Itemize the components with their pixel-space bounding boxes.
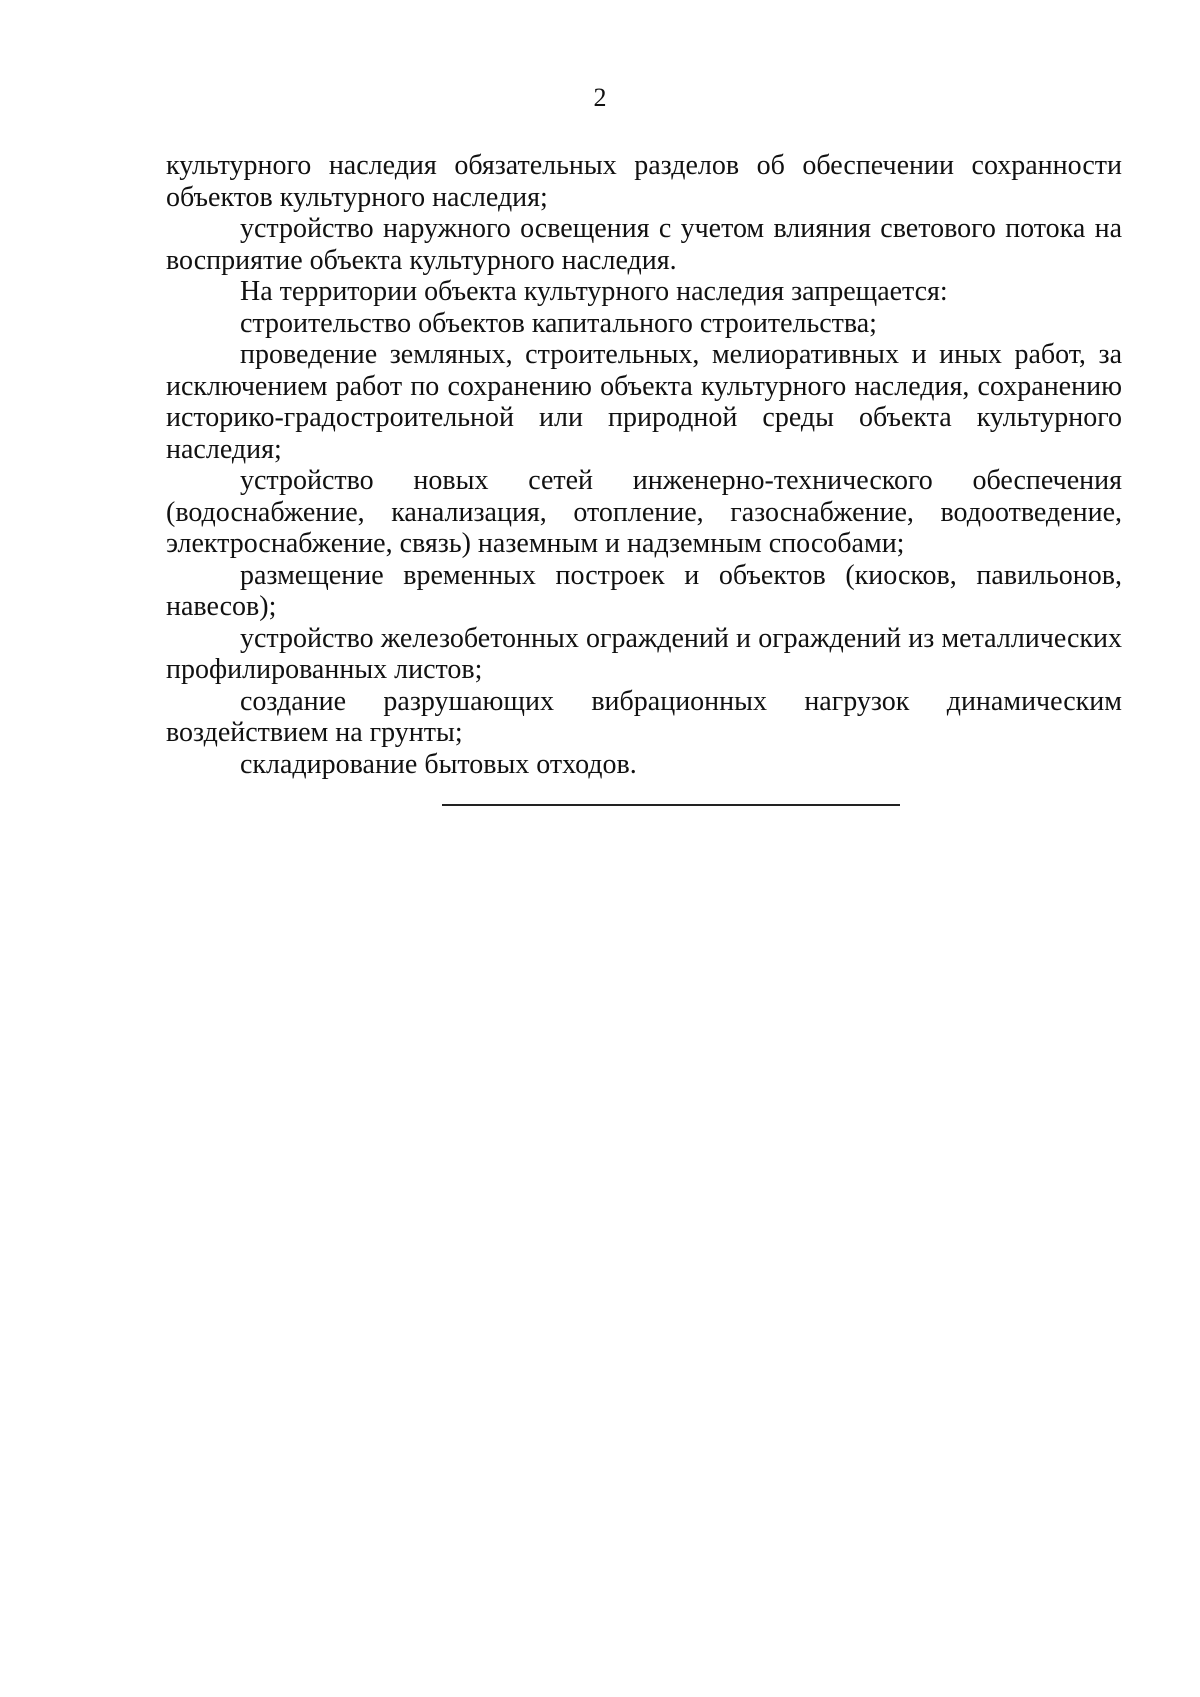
paragraph-waste-storage: складирование бытовых отходов. xyxy=(240,748,637,780)
paragraph-utility-networks: устройство новых сетей инженерно-технического обеспечения (водоснабжение, канализация, отопление, газоснабжение, водоотведение, электроснабжение, связь) наземным и надземным способами; xyxy=(166,465,1122,559)
document-body xyxy=(166,150,1122,780)
paragraph-prohibitions-heading: На территории объекта культурного наследия запрещается: xyxy=(240,276,948,307)
paragraph-outdoor-lighting: устройство наружного освещения с учетом влияния светового потока на восприятие объекта культурного наследия. xyxy=(166,213,1122,276)
paragraph-vibration-loads: создание разрушающих вибрационных нагрузок динамическим воздействием на грунты; xyxy=(166,685,1122,748)
page-number: 2 xyxy=(593,83,607,112)
end-of-document-rule xyxy=(442,804,900,806)
paragraph-continuation: культурного наследия обязательных разделов об обеспечении сохранности объектов культурного наследия; xyxy=(166,150,1122,213)
paragraph-capital-construction: строительство объектов капитального строительства; xyxy=(240,307,877,339)
paragraph-earthworks: проведение земляных, строительных, мелиоративных и иных работ, за исключением работ по сохранению объекта культурного наследия, сохранению историко-градостроительной или природной среды объекта культурного наследия; xyxy=(166,339,1122,465)
paragraph-fences: устройство железобетонных ограждений и ограждений из металлических профилированных листов; xyxy=(166,622,1122,685)
paragraph-temporary-structures: размещение временных построек и объектов (киосков, павильонов, навесов); xyxy=(166,559,1122,622)
